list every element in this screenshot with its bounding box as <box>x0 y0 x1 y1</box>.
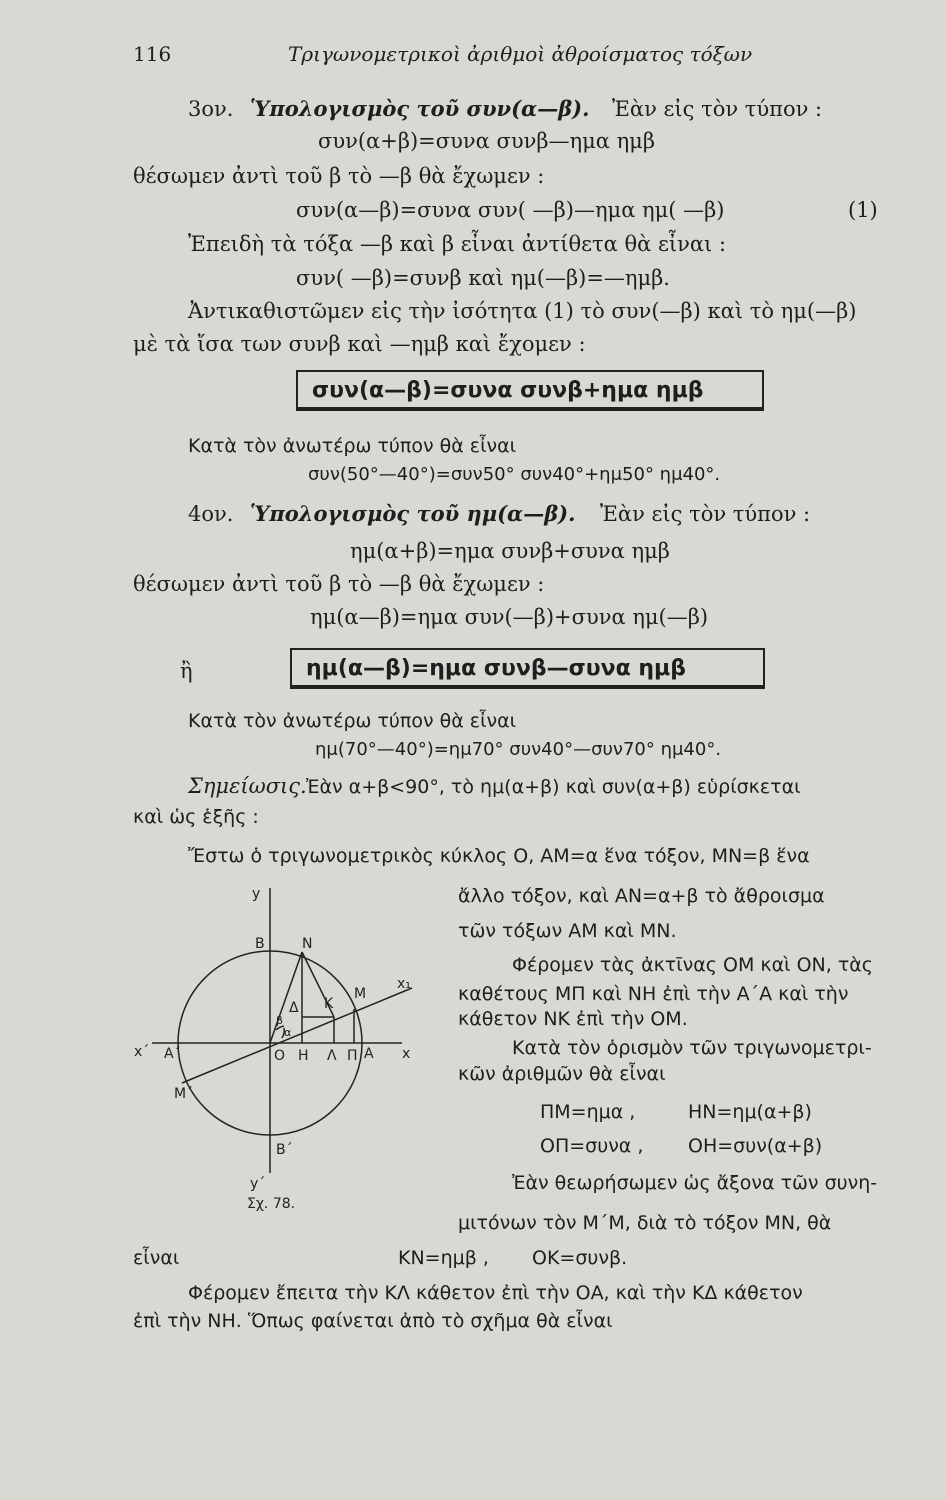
text-line: θέσωμεν ἀντὶ τοῦ β τὸ —β θὰ ἔχωμεν : <box>133 572 545 596</box>
text-line: Ἐπειδὴ τὰ τόξα —β καὶ β εἶναι ἀντίθετα θὰ εἶναι : <box>188 232 727 256</box>
text-line: Ἐὰν α+β<90°, τὸ ημ(α+β) καὶ συν(α+β) εὑρίσκεται <box>306 776 801 798</box>
figure-caption: Σχ. 78. <box>247 1196 296 1212</box>
equation-tag: (1) <box>848 198 878 222</box>
label-mp: M΄ <box>174 1086 194 1102</box>
boxed-formula-sin-diff: ημ(α—β)=ημα συνβ—συνα ημβ <box>290 648 765 689</box>
label-beta: β <box>276 1014 284 1027</box>
text-line: θέσωμεν ἀντὶ τοῦ β τὸ —β θὰ ἔχωμεν : <box>133 164 545 188</box>
label-m: M <box>354 986 367 1002</box>
text-line: Ἐὰν θεωρήσωμεν ὡς ἄξονα τῶν συνη- <box>512 1172 878 1194</box>
label-a: A <box>364 1046 374 1062</box>
formula-cos-diff-sub: συν(α—β)=συνα συν( —β)—ημα ημ( —β) <box>296 198 725 222</box>
example-cos: συν(50°—40°)=συν50° συν40°+ημ50° ημ40°. <box>308 464 721 485</box>
label-delta: Δ <box>289 1000 299 1016</box>
example-sin: ημ(70°—40°)=ημ70° συν40°—συν70° ημ40°. <box>315 739 722 760</box>
label-k: K <box>324 996 334 1012</box>
section-4-number: 4ον. <box>188 502 234 526</box>
equation-hn: ΗΝ=ημ(α+β) <box>688 1101 812 1123</box>
label-o: O <box>274 1048 286 1064</box>
text-line: κῶν ἀριθμῶν θὰ εἶναι <box>458 1063 666 1085</box>
text-line: Κατὰ τὸν ἀνωτέρω τύπον θὰ εἶναι <box>188 435 517 457</box>
text-line: εἶναι <box>133 1247 180 1269</box>
text-line: ἐπὶ τὴν ΝΗ. Ὅπως φαίνεται ἀπὸ τὸ σχῆμα θὰ εἶναι <box>133 1310 613 1332</box>
label-b: B <box>255 936 265 952</box>
or-word: ἢ <box>180 659 193 683</box>
label-y: y <box>252 886 261 902</box>
text-line: Φέρομεν ἔπειτα τὴν ΚΛ κάθετον ἐπὶ τὴν ΟΑ, καὶ τὴν ΚΔ κάθετον <box>188 1282 803 1304</box>
equation-kn: ΚΝ=ημβ , <box>398 1247 489 1269</box>
trig-circle-figure <box>112 878 442 1213</box>
formula-cos-sum: συν(α+β)=συνα συνβ—ημα ημβ <box>318 129 655 153</box>
boxed-formula-cos-diff: συν(α—β)=συνα συνβ+ημα ημβ <box>296 370 764 411</box>
text-line: Κατὰ τὸν ἀνωτέρω τύπον θὰ εἶναι <box>188 710 517 732</box>
label-pi: Π <box>347 1048 358 1064</box>
label-x: x <box>402 1046 411 1062</box>
section-4-intro: Ἐὰν εἰς τὸν τύπον : <box>600 502 811 526</box>
label-lambda: Λ <box>327 1048 337 1064</box>
label-x1: x₁ <box>397 976 411 992</box>
formula-opposite-arcs: συν( —β)=συνβ καὶ ημ(—β)=—ημβ. <box>296 266 670 290</box>
text-line: μιτόνων τὸν Μ΄Μ, διὰ τὸ τόξον ΜΝ, θὰ <box>458 1212 832 1234</box>
section-3-title: Ὑπολογισμὸς τοῦ συν(α—β). <box>250 96 590 121</box>
equation-oh: ΟΗ=συν(α+β) <box>688 1135 823 1157</box>
text-line: τῶν τόξων ΑΜ καὶ ΜΝ. <box>458 920 677 942</box>
equation-pm: ΠΜ=ημα , <box>540 1101 636 1123</box>
section-3-intro: Ἐὰν εἰς τὸν τύπον : <box>612 97 823 121</box>
section-4-title: Ὑπολογισμὸς τοῦ ημ(α—β). <box>250 501 576 526</box>
label-n: N <box>302 936 313 952</box>
formula-sin-diff-sub: ημ(α—β)=ημα συν(—β)+συνα ημ(—β) <box>310 605 709 629</box>
label-alpha: α <box>284 1026 292 1039</box>
text-line: Κατὰ τὸν ὁρισμὸν τῶν τριγωνομετρι- <box>512 1037 872 1059</box>
label-xp: x΄ <box>134 1044 150 1060</box>
label-ap: A΄ <box>164 1046 181 1062</box>
equation-ok: ΟΚ=συνβ. <box>532 1247 628 1269</box>
text-line: καθέτους ΜΠ καὶ ΝΗ ἐπὶ τὴν Α΄Α καὶ τὴν <box>458 983 849 1005</box>
page-number: 116 <box>133 42 172 66</box>
text-line: μὲ τὰ ἴσα των συνβ καὶ —ημβ καὶ ἔχομεν : <box>133 332 586 356</box>
section-3-number: 3ον. <box>188 97 234 121</box>
text-line: καὶ ὡς ἑξῆς : <box>133 806 259 828</box>
text-line: Ἀντικαθιστῶμεν εἰς τὴν ἰσότητα (1) τὸ συν(—β) καὶ τὸ ημ(—β) <box>188 299 857 323</box>
text-line: κάθετον ΝΚ ἐπὶ τὴν ΟΜ. <box>458 1008 688 1030</box>
text-line: Ἔστω ὁ τριγωνομετρικὸς κύκλος Ο, ΑΜ=α ἕνα τόξον, ΜΝ=β ἕνα <box>188 845 810 867</box>
equation-op: ΟΠ=συνα , <box>540 1135 644 1157</box>
label-yp: y΄ <box>250 1176 266 1192</box>
note-title: Σημείωσις. <box>188 774 307 798</box>
text-line: Φέρομεν τὰς ἀκτῖνας ΟΜ καὶ ΟΝ, τὰς <box>512 954 873 976</box>
label-h: H <box>298 1048 309 1064</box>
running-title: Τριγωνομετρικοὶ ἀριθμοὶ ἀθροίσματος τόξων <box>288 42 753 66</box>
formula-sin-sum: ημ(α+β)=ημα συνβ+συνα ημβ <box>350 539 670 563</box>
text-line: ἄλλο τόξον, καὶ ΑΝ=α+β τὸ ἄθροισμα <box>458 885 825 907</box>
label-bp: B΄ <box>276 1142 293 1158</box>
